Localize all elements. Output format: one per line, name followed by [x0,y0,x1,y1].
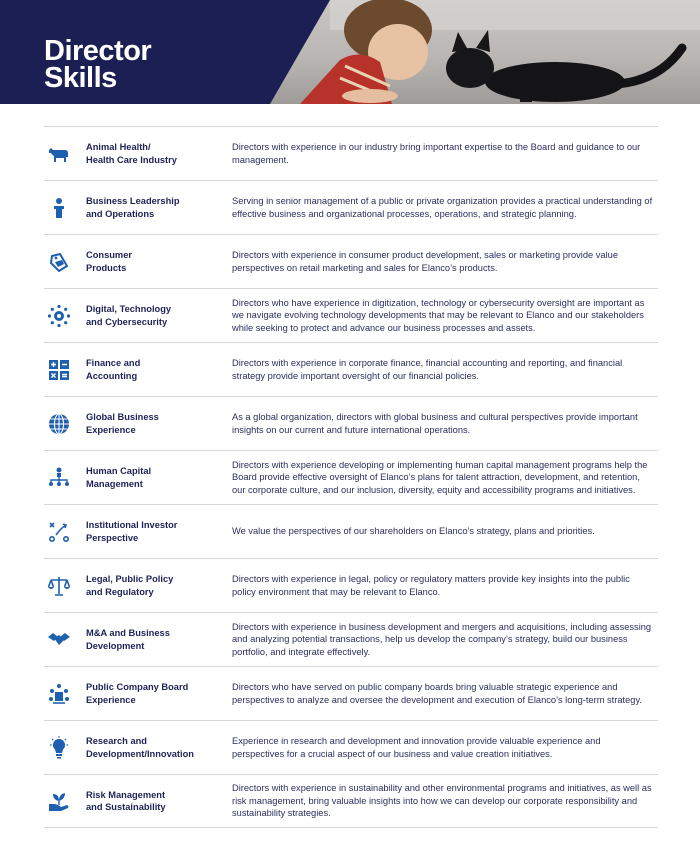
skill-row [44,666,658,720]
title-line-1: Director [44,35,152,67]
skill-description: Directors who have experience in digitization, technology or cybersecurity oversight are important as we navigate evolving technology developments that may be relevant to Elanco and our stakeholders while seeking to protect and advance our business processes and assets. [232,297,645,333]
skill-name: Legal, Public Policy and Regulatory [86,574,174,597]
skill-name: Human Capital Management [86,466,152,489]
skill-description: As a global organization, directors with global business and cultural perspectives provide important insights on our current and future international operations. [232,411,638,435]
skill-description: Directors with experience in corporate finance, financial accounting and reporting, and financial strategy provide important oversight of our financial policies. [232,357,623,381]
skill-name: M&A and Business Development [86,628,170,651]
boardroom-icon [44,667,72,720]
skill-name: Research and Development/Innovation [86,736,194,759]
strategy-play-icon [44,505,72,558]
price-tag-icon [44,235,72,288]
org-chart-icon [44,451,72,504]
skill-description: Directors with experience in sustainability and other environmental programs and initiatives, as well as risk management, bring valuable insights into how we can develop our corporate responsibility and sustainability strategies. [232,783,652,819]
scales-icon [44,559,72,612]
skill-description: Experience in research and development and innovation provide valuable experience and perspectives for a crucial aspect of our business and value creation initiatives. [232,735,601,759]
plant-hand-icon [44,775,72,827]
lightbulb-icon [44,721,72,774]
skill-description: Directors who have served on public company boards bring valuable strategic experience and perspectives to analyze and oversee the development and execution of Elanco’s long-term strategy. [232,681,642,705]
skill-name: Consumer Products [86,250,132,273]
skill-row [44,396,658,450]
skill-row [44,342,658,396]
skill-row [44,504,658,558]
skill-row [44,234,658,288]
skill-description: Directors with experience in consumer product development, sales or marketing provide value perspectives on retail marketing and sales for Elanco’s products. [232,249,619,273]
skill-name: Risk Management and Sustainability [86,789,166,812]
network-gear-icon [44,289,72,342]
skill-name: Global Business Experience [86,412,159,435]
calculator-icon [44,343,72,396]
skill-description: Directors with experience in business development and mergers and acquisitions, including assessing and analyzing potential transactions, help us develop the company’s strategy, build our business portfolio, and integrate effectively. [232,621,652,657]
presenter-icon [44,181,72,234]
skill-description: Directors with experience in legal, policy or regulatory matters provide key insights into the public policy environment that may be relevant to Elanco. [232,573,630,597]
page-title [44,35,152,94]
skill-row [44,450,658,504]
skill-description: Serving in senior management of a public or private organization provides a practical understanding of effective business and organizational processes, operations, and strategic planning. [232,195,653,219]
skill-name: Institutional Investor Perspective [86,520,178,543]
skill-description: Directors with experience in our industry bring important expertise to the Board and guidance to our management. [232,141,641,165]
skill-row [44,612,658,666]
skills-table [44,126,658,828]
title-line-2: Skills [44,62,117,94]
skill-name: Business Leadership and Operations [86,196,180,219]
skill-description: Directors with experience developing or implementing human capital management programs help the Board provide effective oversight of Elanco’s plans for talent attraction, development, and retention, our corporate culture, and our inclusion, diversity, equity and accessibility programs and initiatives. [232,459,648,495]
skill-name: Public Company Board Experience [86,682,189,705]
skill-row [44,288,658,342]
skill-row [44,720,658,774]
globe-icon [44,397,72,450]
skill-row [44,774,658,828]
header-banner [0,0,700,104]
skill-name: Animal Health/ Health Care Industry [86,142,177,165]
skill-description: We value the perspectives of our shareholders on Elanco’s strategy, plans and priorities. [232,526,595,537]
handshake-icon [44,613,72,666]
skill-name: Digital, Technology and Cybersecurity [86,304,172,327]
skill-name: Finance and Accounting [86,358,141,381]
skill-row [44,126,658,180]
cow-icon [44,127,72,180]
skill-row [44,180,658,234]
skill-row [44,558,658,612]
